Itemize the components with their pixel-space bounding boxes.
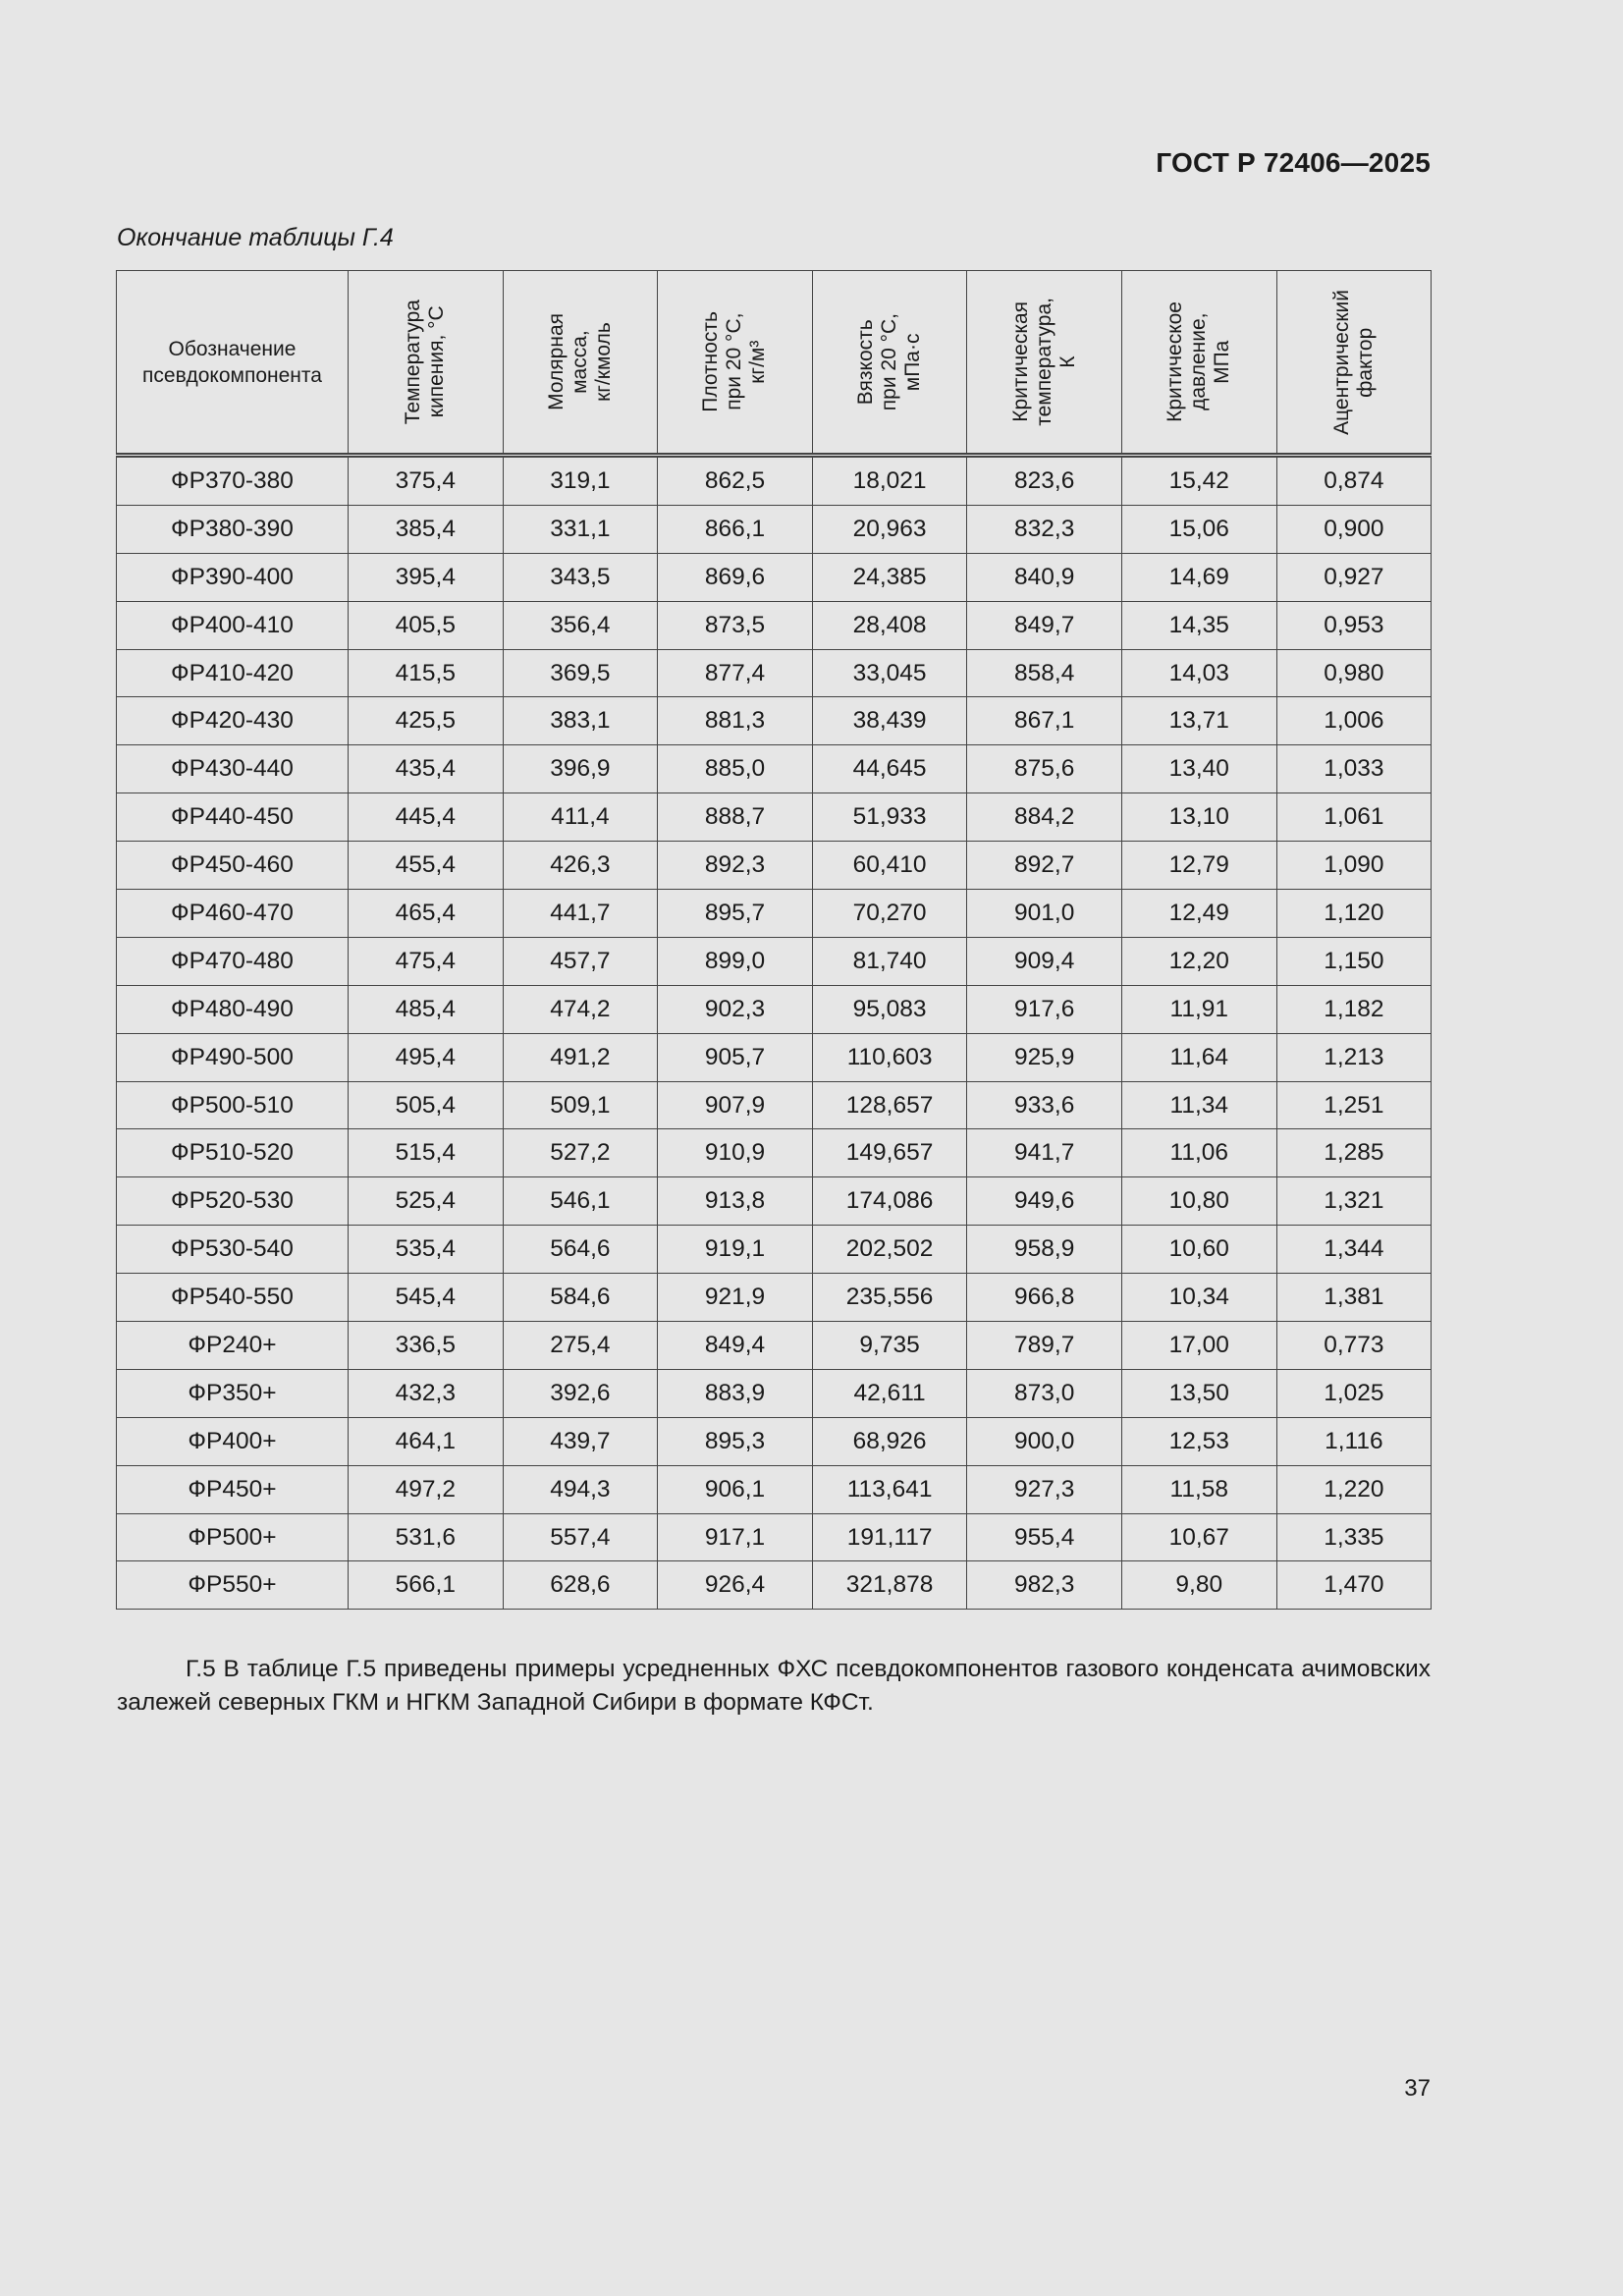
value-cell: 1,116	[1276, 1417, 1432, 1465]
value-cell: 895,3	[658, 1417, 813, 1465]
value-cell: 917,6	[967, 985, 1122, 1033]
value-cell: 628,6	[503, 1561, 658, 1610]
table-body	[117, 456, 1432, 1610]
value-cell: 862,5	[658, 456, 813, 506]
value-cell: 921,9	[658, 1274, 813, 1322]
value-cell: 1,090	[1276, 842, 1432, 890]
value-cell: 892,7	[967, 842, 1122, 890]
value-cell: 385,4	[349, 505, 504, 553]
value-cell: 149,657	[812, 1129, 967, 1177]
value-cell: 81,740	[812, 937, 967, 985]
value-cell: 900,0	[967, 1417, 1122, 1465]
value-cell: 584,6	[503, 1274, 658, 1322]
value-cell: 919,1	[658, 1226, 813, 1274]
value-cell: 28,408	[812, 601, 967, 649]
value-cell: 789,7	[967, 1322, 1122, 1370]
table-header	[117, 271, 1432, 456]
value-cell: 531,6	[349, 1513, 504, 1561]
header-label: Плотность при 20 °С, кг/м³	[699, 311, 770, 412]
header-molar-mass	[503, 271, 658, 456]
value-cell: 858,4	[967, 649, 1122, 697]
value-cell: 396,9	[503, 745, 658, 793]
value-cell: 110,603	[812, 1033, 967, 1081]
value-cell: 15,06	[1121, 505, 1276, 553]
value-cell: 557,4	[503, 1513, 658, 1561]
value-cell: 465,4	[349, 890, 504, 938]
value-cell: 9,80	[1121, 1561, 1276, 1610]
value-cell: 20,963	[812, 505, 967, 553]
value-cell: 0,953	[1276, 601, 1432, 649]
value-cell: 0,927	[1276, 553, 1432, 601]
value-cell: 1,251	[1276, 1081, 1432, 1129]
table-row	[117, 697, 1432, 745]
value-cell: 95,083	[812, 985, 967, 1033]
value-cell: 917,1	[658, 1513, 813, 1561]
value-cell: 899,0	[658, 937, 813, 985]
table-row	[117, 1129, 1432, 1177]
header-acentric-factor	[1276, 271, 1432, 456]
value-cell: 949,6	[967, 1177, 1122, 1226]
value-cell: 24,385	[812, 553, 967, 601]
value-cell: 331,1	[503, 505, 658, 553]
value-cell: 18,021	[812, 456, 967, 506]
pseudocomponent-cell: ФР440-450	[117, 793, 349, 842]
pseudocomponent-cell: ФР240+	[117, 1322, 349, 1370]
value-cell: 1,213	[1276, 1033, 1432, 1081]
value-cell: 982,3	[967, 1561, 1122, 1610]
pseudocomponent-cell: ФР350+	[117, 1369, 349, 1417]
value-cell: 68,926	[812, 1417, 967, 1465]
value-cell: 892,3	[658, 842, 813, 890]
value-cell: 881,3	[658, 697, 813, 745]
value-cell: 321,878	[812, 1561, 967, 1610]
header-boiling-temperature	[349, 271, 504, 456]
pseudocomponent-cell: ФР550+	[117, 1561, 349, 1610]
table-row	[117, 1033, 1432, 1081]
value-cell: 60,410	[812, 842, 967, 890]
value-cell: 426,3	[503, 842, 658, 890]
value-cell: 415,5	[349, 649, 504, 697]
pseudocomponent-cell: ФР450-460	[117, 842, 349, 890]
pseudocomponent-cell: ФР400+	[117, 1417, 349, 1465]
value-cell: 14,69	[1121, 553, 1276, 601]
value-cell: 11,91	[1121, 985, 1276, 1033]
value-cell: 955,4	[967, 1513, 1122, 1561]
value-cell: 509,1	[503, 1081, 658, 1129]
value-cell: 883,9	[658, 1369, 813, 1417]
document-code: ГОСТ Р 72406—2025	[1156, 147, 1431, 178]
value-cell: 966,8	[967, 1274, 1122, 1322]
value-cell: 0,874	[1276, 456, 1432, 506]
header-label: Обозначение псевдокомпонента	[142, 337, 322, 387]
value-cell: 1,150	[1276, 937, 1432, 985]
pseudocomponent-cell: ФР430-440	[117, 745, 349, 793]
value-cell: 12,49	[1121, 890, 1276, 938]
table-row	[117, 745, 1432, 793]
value-cell: 907,9	[658, 1081, 813, 1129]
header-label: Ацентрический фактор	[1329, 289, 1377, 435]
value-cell: 369,5	[503, 649, 658, 697]
table-row	[117, 937, 1432, 985]
header-viscosity	[812, 271, 967, 456]
section-note-g5: Г.5 В таблице Г.5 приведены примеры усредненных ФХС псевдокомпонентов газового конденсата ачимовских залежей северных ГКМ и НГКМ Западной Сибири в формате КФСт.	[117, 1656, 1431, 1716]
table-row	[117, 793, 1432, 842]
value-cell: 113,641	[812, 1465, 967, 1513]
header-critical-temperature	[967, 271, 1122, 456]
table-row	[117, 1513, 1432, 1561]
value-cell: 515,4	[349, 1129, 504, 1177]
value-cell: 457,7	[503, 937, 658, 985]
value-cell: 546,1	[503, 1177, 658, 1226]
value-cell: 319,1	[503, 456, 658, 506]
value-cell: 432,3	[349, 1369, 504, 1417]
value-cell: 42,611	[812, 1369, 967, 1417]
value-cell: 1,061	[1276, 793, 1432, 842]
value-cell: 383,1	[503, 697, 658, 745]
value-cell: 44,645	[812, 745, 967, 793]
value-cell: 867,1	[967, 697, 1122, 745]
value-cell: 933,6	[967, 1081, 1122, 1129]
value-cell: 840,9	[967, 553, 1122, 601]
value-cell: 12,79	[1121, 842, 1276, 890]
value-cell: 910,9	[658, 1129, 813, 1177]
value-cell: 13,71	[1121, 697, 1276, 745]
table-row	[117, 1177, 1432, 1226]
value-cell: 15,42	[1121, 456, 1276, 506]
value-cell: 0,900	[1276, 505, 1432, 553]
value-cell: 849,4	[658, 1322, 813, 1370]
value-cell: 11,34	[1121, 1081, 1276, 1129]
value-cell: 475,4	[349, 937, 504, 985]
header-pseudocomponent	[117, 271, 349, 456]
pseudocomponent-cell: ФР500+	[117, 1513, 349, 1561]
value-cell: 905,7	[658, 1033, 813, 1081]
table-row	[117, 1322, 1432, 1370]
value-cell: 11,64	[1121, 1033, 1276, 1081]
header-density	[658, 271, 813, 456]
table-row	[117, 1417, 1432, 1465]
value-cell: 906,1	[658, 1465, 813, 1513]
table-row	[117, 985, 1432, 1033]
value-cell: 535,4	[349, 1226, 504, 1274]
pseudocomponent-cell: ФР410-420	[117, 649, 349, 697]
value-cell: 958,9	[967, 1226, 1122, 1274]
table-row	[117, 1274, 1432, 1322]
value-cell: 10,67	[1121, 1513, 1276, 1561]
header-label: Критическая температура, К	[1008, 298, 1079, 426]
page-number: 37	[1404, 2075, 1431, 2102]
value-cell: 823,6	[967, 456, 1122, 506]
value-cell: 901,0	[967, 890, 1122, 938]
value-cell: 545,4	[349, 1274, 504, 1322]
value-cell: 10,80	[1121, 1177, 1276, 1226]
table-row	[117, 601, 1432, 649]
value-cell: 909,4	[967, 937, 1122, 985]
value-cell: 866,1	[658, 505, 813, 553]
value-cell: 0,773	[1276, 1322, 1432, 1370]
value-cell: 925,9	[967, 1033, 1122, 1081]
value-cell: 51,933	[812, 793, 967, 842]
value-cell: 336,5	[349, 1322, 504, 1370]
pseudocomponent-cell: ФР490-500	[117, 1033, 349, 1081]
header-label: Критическое давление, МПа	[1163, 301, 1234, 422]
value-cell: 17,00	[1121, 1322, 1276, 1370]
value-cell: 13,50	[1121, 1369, 1276, 1417]
value-cell: 191,117	[812, 1513, 967, 1561]
value-cell: 913,8	[658, 1177, 813, 1226]
value-cell: 895,7	[658, 890, 813, 938]
pseudocomponent-cell: ФР500-510	[117, 1081, 349, 1129]
value-cell: 11,06	[1121, 1129, 1276, 1177]
table-row	[117, 505, 1432, 553]
value-cell: 1,033	[1276, 745, 1432, 793]
value-cell: 12,53	[1121, 1417, 1276, 1465]
pseudocomponent-cell: ФР520-530	[117, 1177, 349, 1226]
value-cell: 566,1	[349, 1561, 504, 1610]
value-cell: 343,5	[503, 553, 658, 601]
table-caption: Окончание таблицы Г.4	[117, 224, 394, 251]
table-row	[117, 1561, 1432, 1610]
value-cell: 888,7	[658, 793, 813, 842]
value-cell: 564,6	[503, 1226, 658, 1274]
value-cell: 14,35	[1121, 601, 1276, 649]
value-cell: 10,60	[1121, 1226, 1276, 1274]
value-cell: 375,4	[349, 456, 504, 506]
pseudocomponent-cell: ФР530-540	[117, 1226, 349, 1274]
pseudocomponent-cell: ФР470-480	[117, 937, 349, 985]
pseudocomponent-cell: ФР400-410	[117, 601, 349, 649]
value-cell: 441,7	[503, 890, 658, 938]
value-cell: 505,4	[349, 1081, 504, 1129]
table-row	[117, 890, 1432, 938]
value-cell: 941,7	[967, 1129, 1122, 1177]
value-cell: 1,025	[1276, 1369, 1432, 1417]
value-cell: 1,381	[1276, 1274, 1432, 1322]
value-cell: 464,1	[349, 1417, 504, 1465]
table-row	[117, 1369, 1432, 1417]
value-cell: 497,2	[349, 1465, 504, 1513]
pseudocomponent-cell: ФР420-430	[117, 697, 349, 745]
value-cell: 494,3	[503, 1465, 658, 1513]
value-cell: 875,6	[967, 745, 1122, 793]
value-cell: 275,4	[503, 1322, 658, 1370]
value-cell: 38,439	[812, 697, 967, 745]
value-cell: 11,58	[1121, 1465, 1276, 1513]
value-cell: 0,980	[1276, 649, 1432, 697]
value-cell: 869,6	[658, 553, 813, 601]
value-cell: 405,5	[349, 601, 504, 649]
value-cell: 495,4	[349, 1033, 504, 1081]
value-cell: 439,7	[503, 1417, 658, 1465]
value-cell: 873,0	[967, 1369, 1122, 1417]
value-cell: 884,2	[967, 793, 1122, 842]
value-cell: 33,045	[812, 649, 967, 697]
value-cell: 873,5	[658, 601, 813, 649]
value-cell: 491,2	[503, 1033, 658, 1081]
value-cell: 235,556	[812, 1274, 967, 1322]
table-row	[117, 553, 1432, 601]
value-cell: 1,335	[1276, 1513, 1432, 1561]
value-cell: 455,4	[349, 842, 504, 890]
value-cell: 832,3	[967, 505, 1122, 553]
header-label: Температура кипения, °С	[402, 299, 449, 425]
value-cell: 13,10	[1121, 793, 1276, 842]
value-cell: 411,4	[503, 793, 658, 842]
value-cell: 425,5	[349, 697, 504, 745]
value-cell: 527,2	[503, 1129, 658, 1177]
pseudocomponent-cell: ФР370-380	[117, 456, 349, 506]
data-table	[116, 270, 1432, 1610]
table-row	[117, 649, 1432, 697]
value-cell: 849,7	[967, 601, 1122, 649]
value-cell: 885,0	[658, 745, 813, 793]
value-cell: 1,321	[1276, 1177, 1432, 1226]
pseudocomponent-cell: ФР480-490	[117, 985, 349, 1033]
value-cell: 12,20	[1121, 937, 1276, 985]
value-cell: 14,03	[1121, 649, 1276, 697]
value-cell: 474,2	[503, 985, 658, 1033]
pseudocomponent-cell: ФР540-550	[117, 1274, 349, 1322]
value-cell: 9,735	[812, 1322, 967, 1370]
pseudocomponent-cell: ФР380-390	[117, 505, 349, 553]
value-cell: 1,470	[1276, 1561, 1432, 1610]
value-cell: 1,344	[1276, 1226, 1432, 1274]
value-cell: 877,4	[658, 649, 813, 697]
value-cell: 902,3	[658, 985, 813, 1033]
value-cell: 174,086	[812, 1177, 967, 1226]
value-cell: 10,34	[1121, 1274, 1276, 1322]
value-cell: 1,285	[1276, 1129, 1432, 1177]
header-label: Молярная масса, кг/кмоль	[544, 313, 615, 410]
value-cell: 445,4	[349, 793, 504, 842]
pseudocomponent-cell: ФР510-520	[117, 1129, 349, 1177]
table-row	[117, 1465, 1432, 1513]
value-cell: 1,220	[1276, 1465, 1432, 1513]
header-critical-pressure	[1121, 271, 1276, 456]
pseudocomponent-cell: ФР460-470	[117, 890, 349, 938]
header-label: Вязкость при 20 °С, мПа·с	[854, 312, 925, 411]
value-cell: 1,006	[1276, 697, 1432, 745]
table-row	[117, 1081, 1432, 1129]
value-cell: 202,502	[812, 1226, 967, 1274]
value-cell: 927,3	[967, 1465, 1122, 1513]
table-row	[117, 1226, 1432, 1274]
value-cell: 926,4	[658, 1561, 813, 1610]
value-cell: 128,657	[812, 1081, 967, 1129]
header-row	[117, 271, 1432, 456]
value-cell: 13,40	[1121, 745, 1276, 793]
value-cell: 392,6	[503, 1369, 658, 1417]
value-cell: 525,4	[349, 1177, 504, 1226]
value-cell: 70,270	[812, 890, 967, 938]
pseudocomponent-cell: ФР450+	[117, 1465, 349, 1513]
value-cell: 395,4	[349, 553, 504, 601]
value-cell: 1,182	[1276, 985, 1432, 1033]
value-cell: 435,4	[349, 745, 504, 793]
value-cell: 485,4	[349, 985, 504, 1033]
value-cell: 1,120	[1276, 890, 1432, 938]
value-cell: 356,4	[503, 601, 658, 649]
table-row	[117, 842, 1432, 890]
pseudocomponent-cell: ФР390-400	[117, 553, 349, 601]
table-row	[117, 456, 1432, 506]
